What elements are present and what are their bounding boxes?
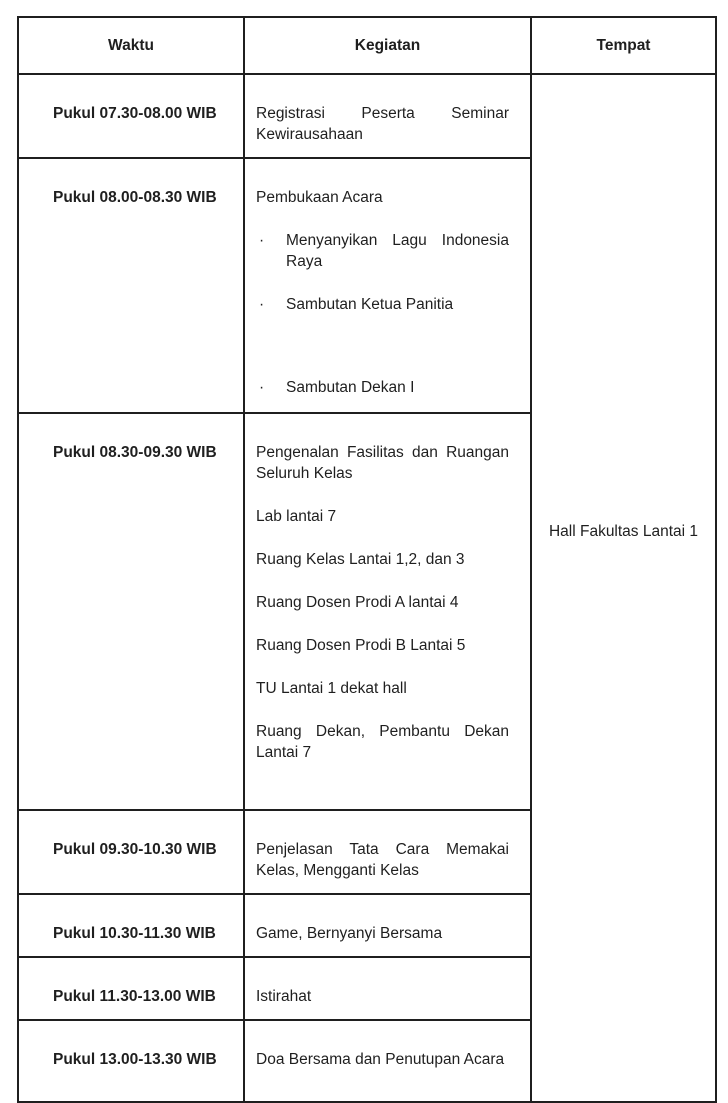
waktu-cell: Pukul 13.00-13.30 WIB — [18, 1020, 244, 1102]
column-header-kegiatan: Kegiatan — [244, 17, 531, 74]
kegiatan-paragraph — [256, 377, 509, 398]
waktu-cell: Pukul 09.30-10.30 WIB — [18, 810, 244, 894]
kegiatan-cell — [244, 957, 531, 1020]
kegiatan-text: Sambutan Dekan I — [286, 379, 415, 396]
waktu-cell: Pukul 08.30-09.30 WIB — [18, 413, 244, 810]
schedule-table — [17, 16, 717, 1103]
waktu-cell: Pukul 07.30-08.00 WIB — [18, 74, 244, 158]
kegiatan-paragraph: Ruang Kelas Lantai 1,2, dan 3 — [256, 551, 465, 568]
table-row — [18, 17, 716, 74]
kegiatan-paragraph: Istirahat — [256, 988, 312, 1005]
waktu-cell: Pukul 10.30-11.30 WIB — [18, 894, 244, 957]
kegiatan-paragraph — [256, 294, 509, 315]
tempat-cell: Hall Fakultas Lantai 1 — [531, 74, 716, 1102]
table-header-row — [18, 17, 716, 74]
kegiatan-cell — [244, 894, 531, 957]
kegiatan-paragraph: Doa Bersama dan Penutupan Acara — [256, 1051, 505, 1068]
bullet-icon: · — [259, 296, 265, 313]
bullet-icon: · — [259, 379, 265, 396]
kegiatan-paragraph: Ruang Dosen Prodi B Lantai 5 — [256, 637, 466, 654]
column-header-waktu: Waktu — [18, 17, 244, 74]
kegiatan-text: Menyanyikan Lagu Indonesia Raya — [286, 232, 509, 270]
kegiatan-cell — [244, 413, 531, 810]
bullet-icon: · — [259, 232, 265, 249]
kegiatan-cell — [244, 1020, 531, 1102]
kegiatan-text: Sambutan Ketua Panitia — [286, 296, 454, 313]
kegiatan-paragraph: Pengenalan Fasilitas dan Ruangan Seluruh Kelas — [256, 444, 509, 482]
kegiatan-paragraph: Registrasi Peserta Seminar Kewirausahaan — [256, 105, 509, 143]
kegiatan-cell — [244, 810, 531, 894]
kegiatan-paragraph: TU Lantai 1 dekat hall — [256, 680, 407, 697]
column-header-tempat: Tempat — [531, 17, 716, 74]
kegiatan-paragraph: Penjelasan Tata Cara Memakai Kelas, Mengganti Kelas — [256, 841, 509, 879]
waktu-cell: Pukul 08.00-08.30 WIB — [18, 158, 244, 413]
kegiatan-paragraph: Ruang Dekan, Pembantu Dekan Lantai 7 — [256, 723, 509, 761]
kegiatan-cell — [244, 74, 531, 158]
table-row — [18, 74, 716, 158]
kegiatan-cell — [244, 158, 531, 413]
kegiatan-paragraph: Ruang Dosen Prodi A lantai 4 — [256, 594, 459, 611]
kegiatan-paragraph — [256, 230, 509, 272]
kegiatan-paragraph: Pembukaan Acara — [256, 189, 383, 206]
schedule-body — [18, 74, 716, 1102]
waktu-cell: Pukul 11.30-13.00 WIB — [18, 957, 244, 1020]
kegiatan-paragraph: Lab lantai 7 — [256, 508, 337, 525]
kegiatan-paragraph: Game, Bernyanyi Bersama — [256, 925, 443, 942]
